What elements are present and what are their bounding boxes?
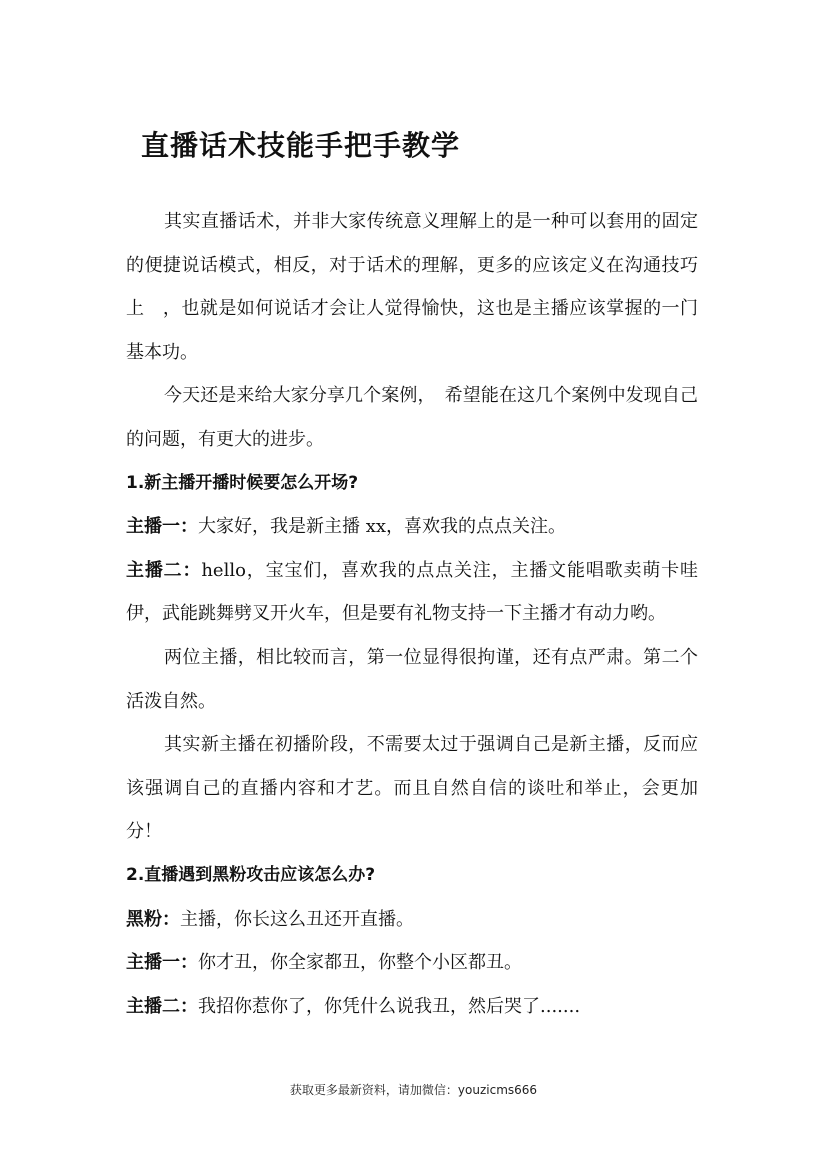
dialogue-text: hello，宝宝们，喜欢我的点点关注，主播文能唱歌卖萌卡哇伊，武能跳舞劈叉开火车，但是要有礼物支持一下主播才有动力哟。 <box>126 559 698 625</box>
section-heading-opening: 1.新主播开播时候要怎么开场? <box>126 472 359 493</box>
paragraph-share-cases: 今天还是来给大家分享几个案例， 希望能在这几个案例中发现自己的问题，有更大的进步。 <box>126 385 698 450</box>
dialogue-text: 我招你惹你了，你凭什么说我丑，然后哭了....... <box>198 995 581 1017</box>
speaker-label: 主播一： <box>126 952 198 974</box>
dialogue-text: 大家好，我是新主播 xx，喜欢我的点点关注。 <box>198 516 567 538</box>
paragraph-intro: 其实直播话术，并非大家传统意义理解上的是一种可以套用的固定的便捷说话模式，相反，对于话术的理解，更多的应该定义在沟通技巧上 ，也就是如何说话才会让人觉得愉快，这也是主播应该掌握的一门基本功。 <box>126 211 698 363</box>
dialogue-text: 你才丑，你全家都丑，你整个小区都丑。 <box>198 952 522 974</box>
paragraph-advice: 其实新主播在初播阶段，不需要太过于强调自己是新主播，反而应该强调自己的直播内容和才艺。而且自然自信的谈吐和举止，会更加分！ <box>126 734 698 843</box>
paragraph-comparison: 两位主播，相比较而言，第一位显得很拘谨，还有点严肃。第二个活泼自然。 <box>126 646 698 712</box>
dialogue-line <box>126 941 698 985</box>
dialogue-line <box>126 985 698 1029</box>
speaker-label: 主播二： <box>126 559 202 581</box>
section-heading-haters: 2.直播遇到黑粉攻击应该怎么办? <box>126 864 376 885</box>
dialogue-line <box>126 549 698 636</box>
dialogue-text: 主播，你长这么丑还开直播。 <box>180 908 414 930</box>
document-body <box>126 200 698 1028</box>
speaker-label: 主播二： <box>126 995 198 1017</box>
page-footer: 获取更多最新资料，请加微信：youzicms666 <box>289 1083 538 1097</box>
dialogue-line <box>126 898 698 942</box>
speaker-label: 黑粉： <box>126 908 180 930</box>
document-title: 直播话术技能手把手教学 <box>141 129 461 162</box>
dialogue-line <box>126 505 698 549</box>
speaker-label: 主播一： <box>126 516 198 538</box>
